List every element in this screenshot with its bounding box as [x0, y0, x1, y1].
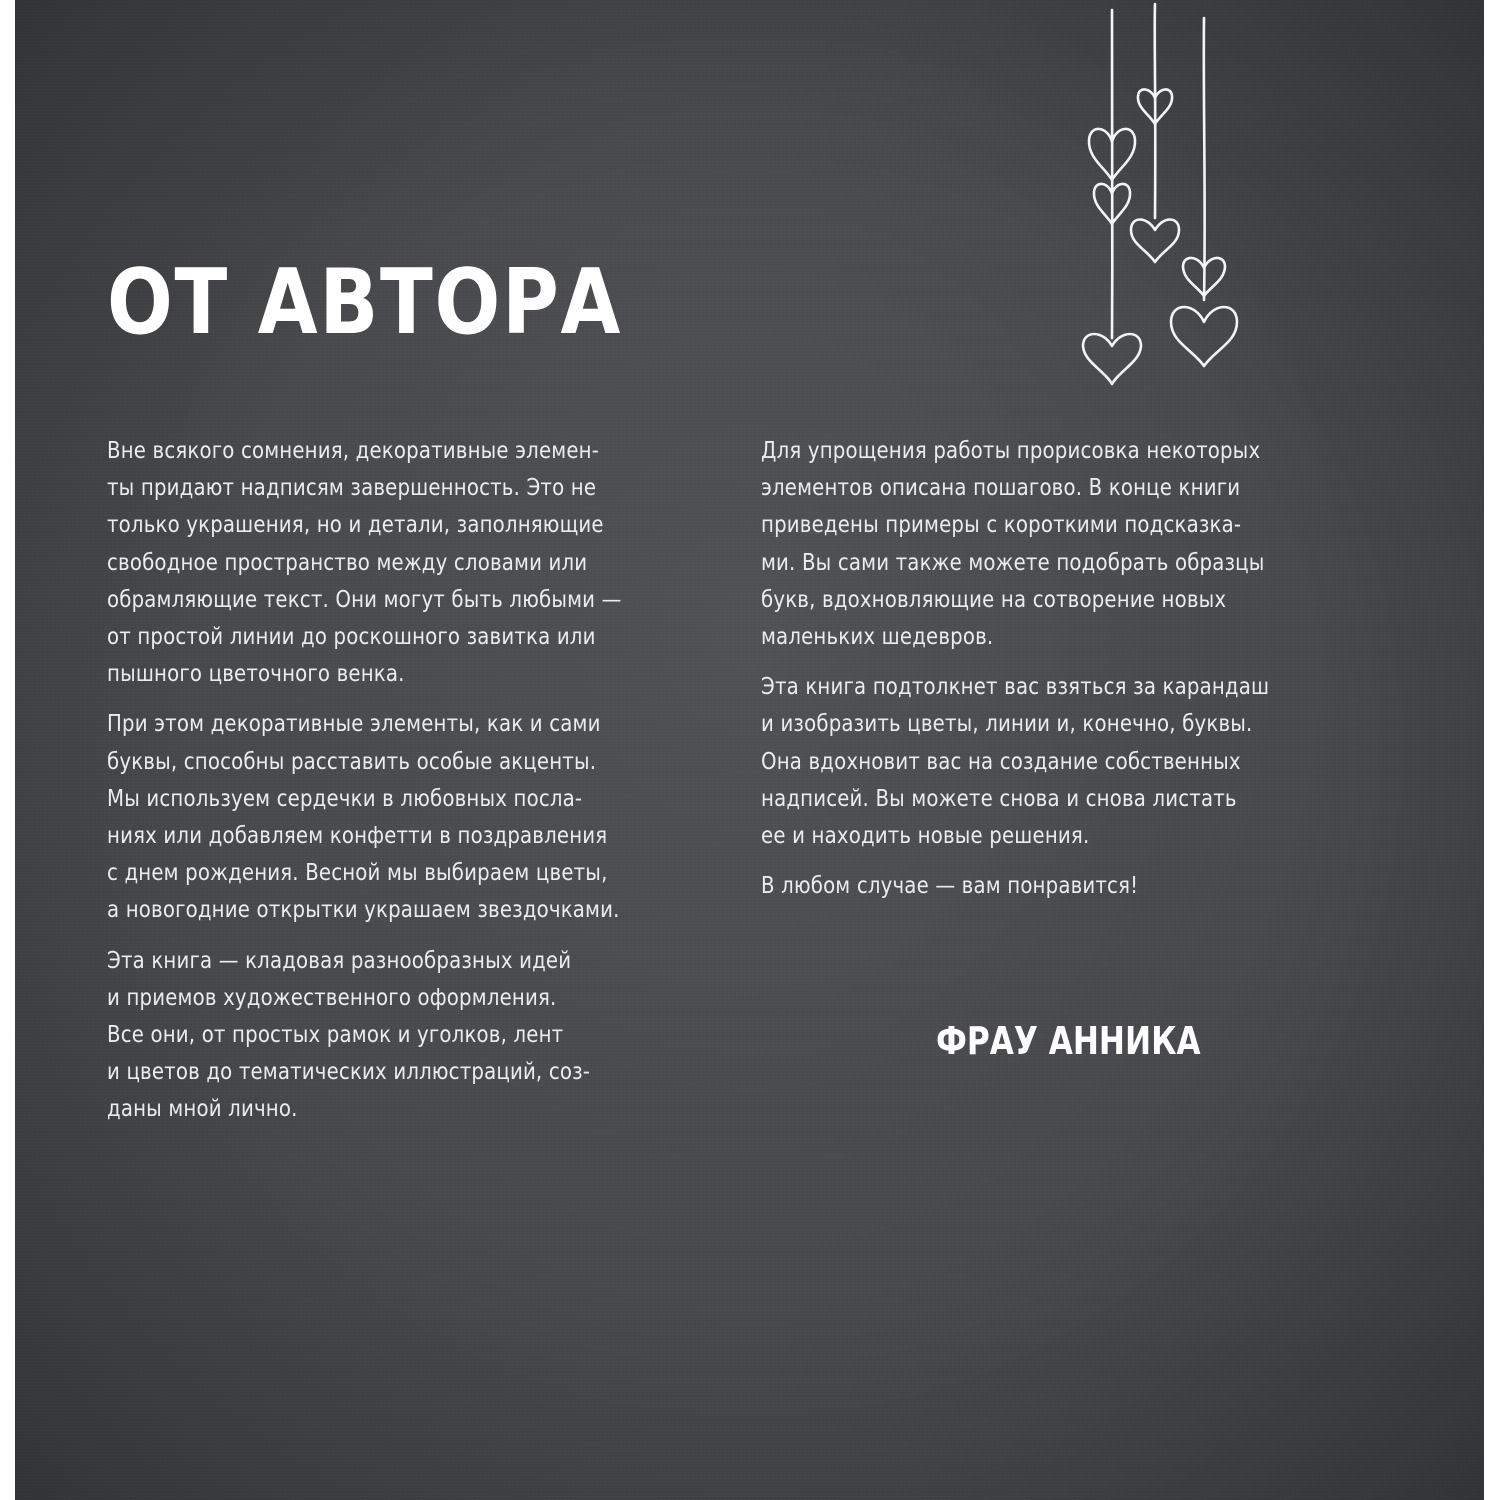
heart-string-left — [1083, 10, 1141, 384]
text-line: обрамляющие текст. Они могут быть любыми — — [107, 584, 622, 613]
text-line: Вне всякого сомнения, декоративные элемен- — [107, 436, 600, 464]
text-line: ее и находить новые решения. — [761, 821, 1090, 850]
heart-string-right — [1171, 18, 1237, 366]
right-text-column — [761, 432, 1381, 917]
text-line: Все они, от простых рамок и уголков, лент — [107, 1020, 564, 1049]
paragraph — [107, 942, 727, 1128]
paragraph — [761, 432, 1381, 655]
text-line: приведены примеры с короткими подсказка- — [761, 510, 1242, 539]
text-line: ми. Вы сами также можете подобрать образцы — [761, 547, 1265, 576]
text-line: только украшения, но и детали, заполняющие — [107, 510, 604, 539]
paragraph — [107, 705, 727, 928]
text-line: буквы, способны расставить особые акценты. — [107, 746, 597, 775]
left-text-column — [107, 432, 727, 1141]
text-line: надписей. Вы можете снова и снова листать — [761, 783, 1237, 812]
paragraph — [761, 668, 1381, 854]
page-title: ОТ АВТОРА — [107, 250, 623, 355]
text-line: букв, вдохновляющие на сотворение новых — [761, 584, 1227, 613]
text-line: с днем рождения. Весной мы выбираем цветы, — [107, 858, 608, 887]
text-line: Для упрощения работы прорисовка некоторых — [761, 436, 1261, 464]
text-line: Она вдохновит вас на создание собственных — [761, 746, 1241, 775]
text-line: от простой линии до роскошного завитка или — [107, 622, 596, 651]
text-line: Мы используем сердечки в любовных посла- — [107, 783, 583, 812]
text-line: маленьких шедевров. — [761, 622, 994, 651]
text-line: ниях или добавляем конфетти в поздравления — [107, 821, 608, 850]
text-line: При этом декоративные элементы, как и сами — [107, 709, 601, 738]
chalkboard-page — [15, 0, 1484, 1500]
heart-string-middle — [1131, 4, 1179, 262]
text-line: В любом случае — вам понравится! — [761, 871, 1139, 900]
text-line: и цветов до тематических иллюстраций, соз- — [107, 1057, 591, 1086]
text-line: Эта книга подтолкнет вас взяться за карандаш — [761, 672, 1270, 701]
text-line: ты придают надписям завершенность. Это не — [107, 473, 597, 502]
text-line: пышного цветочного венка. — [107, 659, 405, 688]
text-line: даны мной лично. — [107, 1094, 298, 1123]
text-line: Эта книга — кладовая разнообразных идей — [107, 945, 572, 974]
text-line: элементов описана пошагово. В конце книги — [761, 473, 1241, 502]
text-line: свободное пространство между словами или — [107, 547, 588, 576]
text-line: а новогодние открытки украшаем звездочками. — [107, 895, 620, 924]
paragraph — [761, 867, 1381, 904]
paragraph — [107, 432, 727, 692]
hanging-hearts-icon — [1055, 0, 1285, 400]
text-line: и изобразить цветы, линии и, конечно, буквы. — [761, 709, 1253, 738]
text-line: и приемов художественного оформления. — [107, 982, 557, 1011]
author-signature: ФРАУ АННИКА — [936, 1019, 1201, 1063]
